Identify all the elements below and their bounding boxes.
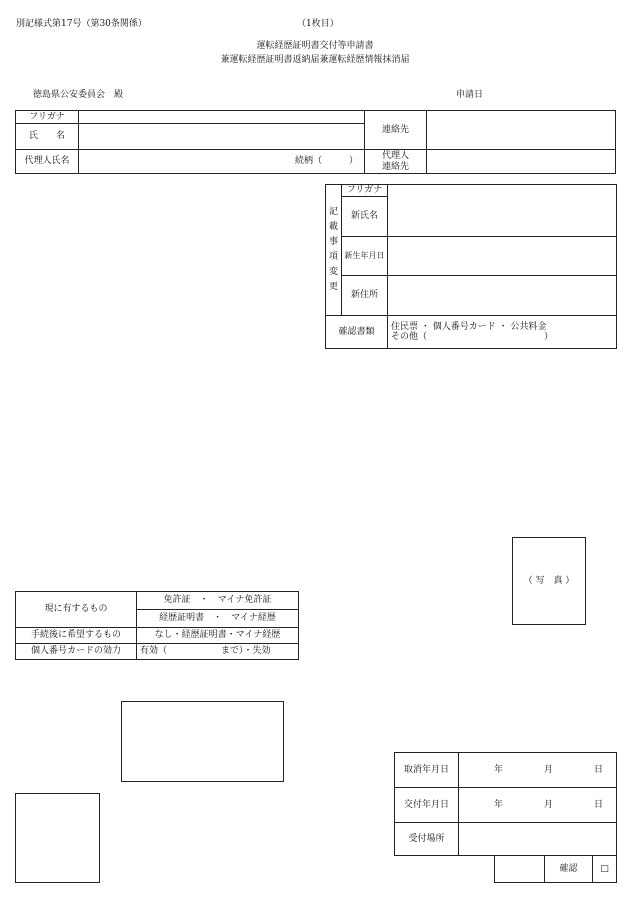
title-line-2: 兼運転経歴証明書返納届兼運転経歴情報抹消届 — [220, 55, 410, 65]
furigana-label: フリガナ — [16, 111, 79, 124]
current-option-2[interactable]: 経歴証明書 ・ マイナ経歴 — [137, 610, 299, 628]
cancel-year: 年 — [493, 764, 503, 775]
office-table — [394, 752, 617, 883]
issue-day: 日 — [593, 799, 603, 810]
desired-label: 手続後に希望するもの — [16, 628, 137, 644]
application-date-label: 申請日 — [456, 90, 484, 100]
issue-month: 月 — [543, 799, 553, 810]
name-field[interactable] — [79, 124, 365, 150]
current-holdings-label: 現に有するもの — [16, 592, 137, 628]
new-name-field[interactable] — [388, 185, 617, 237]
reception-field[interactable] — [459, 823, 617, 856]
reception-label: 受付場所 — [395, 823, 459, 856]
issue-year: 年 — [493, 799, 503, 810]
status-table — [15, 591, 299, 660]
blank-box-left — [15, 793, 100, 883]
photo-label: （ 写 真 ） — [523, 576, 575, 586]
current-option-1[interactable]: 免許証 ・ マイナ免許証 — [137, 592, 299, 610]
contact-field[interactable] — [427, 111, 616, 150]
issue-date-label: 交付年月日 — [395, 788, 459, 823]
agent-contact-label: 代理人 連絡先 — [365, 150, 427, 174]
relation-label[interactable]: 続柄（ ） — [79, 150, 365, 174]
confirm-label: 確認 — [545, 856, 593, 883]
furigana-field[interactable] — [79, 111, 365, 124]
change-side-label: 記 載 事 項 変 更 — [326, 185, 342, 316]
blank-box-center — [121, 701, 284, 782]
confirm-docs-options[interactable] — [388, 316, 617, 349]
new-address-label: 新住所 — [342, 276, 388, 316]
agent-name-label: 代理人氏名 — [16, 150, 79, 174]
new-name-label: 新氏名 — [342, 197, 388, 237]
confirm-docs-label: 確認書類 — [326, 316, 388, 349]
agent-contact-field[interactable] — [427, 150, 616, 174]
contact-label: 連絡先 — [365, 111, 427, 150]
photo-box — [512, 537, 586, 625]
new-address-field[interactable] — [388, 276, 617, 316]
mynumber-value[interactable]: 有効（ まで）・失効 — [137, 644, 299, 660]
title-line-1: 運転経歴証明書交付等申請書 — [256, 41, 374, 51]
form-number: 別記様式第17号（第30条関係） — [16, 19, 147, 29]
cancel-month: 月 — [543, 764, 553, 775]
mynumber-label: 個人番号カードの効力 — [16, 644, 137, 660]
applicant-table — [15, 110, 616, 174]
cancel-day: 日 — [593, 764, 603, 775]
issue-date-field[interactable] — [459, 788, 617, 823]
docs-line-1: 住民票 ・ 個人番号カード ・ 公共料金 — [391, 321, 547, 332]
cancel-date-field[interactable] — [459, 753, 617, 788]
desired-value[interactable]: なし・経歴証明書・マイナ経歴 — [137, 628, 299, 644]
new-furigana-label: フリガナ — [342, 185, 388, 197]
new-dob-field[interactable] — [388, 237, 617, 276]
change-table — [325, 184, 617, 349]
addressee: 徳島県公安委員会 殿 — [33, 90, 124, 100]
name-label: 氏 名 — [16, 124, 79, 150]
confirm-checkbox[interactable]: □ — [593, 856, 617, 883]
confirm-blank-cell — [495, 856, 545, 883]
cancel-date-label: 取消年月日 — [395, 753, 459, 788]
new-dob-label: 新生年月日 — [342, 237, 388, 276]
docs-line-2: その他（ ） — [391, 332, 554, 342]
sheet-number: （1枚目） — [297, 19, 339, 29]
office-spacer — [395, 856, 495, 883]
